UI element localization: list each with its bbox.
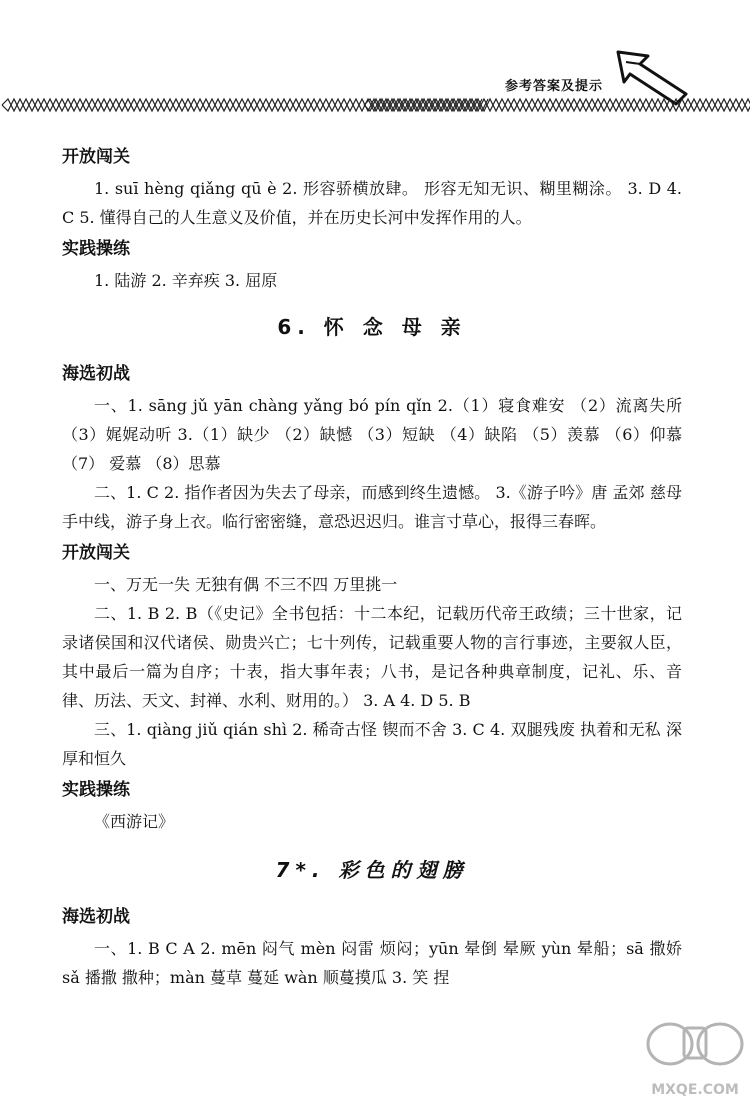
watermark-text: MXQE.COM bbox=[651, 1082, 739, 1098]
watermark-logo-icon bbox=[640, 1012, 750, 1072]
lesson-title: 7*. 彩色的翅膀 bbox=[275, 858, 469, 882]
lesson-title: 6. 怀 念 母 亲 bbox=[277, 315, 467, 339]
watermark bbox=[640, 1012, 750, 1104]
answer-paragraph: 二、1. B 2. B（《史记》全书包括：十二本纪，记载历代帝王政绩；三十世家，记录诸侯国和汉代诸侯、勋贵兴亡；七十列传，记载重要人物的言行事迹，主要叙人臣，其中最后一篇为自序；十表，指大事年表；八书，是记各种典章制度，记礼、乐、音律、历法、天文、封禅、水利、财用的。） 3. A 4. D 5. B bbox=[62, 604, 682, 710]
answer-paragraph: 一、万无一失 无独有偶 不三不四 万里挑一 bbox=[94, 575, 398, 594]
answer-content bbox=[62, 140, 682, 992]
section-heading: 海选初战 bbox=[62, 907, 130, 927]
section-heading: 实践操练 bbox=[62, 239, 130, 259]
answer-paragraph: 《西游记》 bbox=[94, 812, 175, 831]
answer-paragraph: 1. suī hèng qiǎng qū è 2. 形容骄横放肆。 形容无知无识、糊里糊涂。 3. D 4. C 5. 懂得自己的人生意义及价值，并在历史长河中发挥作用的人。 bbox=[62, 179, 682, 227]
answer-paragraph: 1. 陆游 2. 辛弃疾 3. 屈原 bbox=[94, 271, 278, 290]
section-heading: 实践操练 bbox=[62, 780, 130, 800]
answer-paragraph: 三、1. qiàng jiǔ qián shì 2. 稀奇古怪 锲而不舍 3. C 4. 双腿残废 执着和无私 深厚和恒久 bbox=[62, 720, 682, 768]
answer-paragraph: 一、1. B C A 2. mēn 闷气 mèn 闷雷 烦闷；yūn 晕倒 晕厥 yùn 晕船；sā 撒娇 sǎ 播撒 撒种；màn 蔓草 蔓延 wàn 顺蔓摸瓜 3. 笑 捏 bbox=[62, 939, 682, 987]
running-header: 参考答案及提示 bbox=[505, 79, 604, 94]
section-heading: 海选初战 bbox=[62, 364, 130, 384]
answer-paragraph: 二、1. C 2. 指作者因为失去了母亲，而感到终生遗憾。 3.《游子吟》唐 孟郊 慈母手中线，游子身上衣。临行密密缝，意恐迟迟归。谁言寸草心，报得三春晖。 bbox=[62, 483, 682, 531]
section-heading: 开放闯关 bbox=[62, 543, 130, 563]
decorative-border bbox=[0, 96, 750, 114]
section-heading: 开放闯关 bbox=[62, 147, 130, 167]
answer-paragraph: 一、1. sāng jǔ yān chàng yǎng bó pín qǐn 2.（1）寝食难安 （2）流离失所 （3）娓娓动听 3.（1）缺少 （2）缺憾 （3）短缺 （4）缺陷 （5）羡慕 （6）仰慕 （7） 爱慕 （8）思慕 bbox=[62, 396, 682, 473]
